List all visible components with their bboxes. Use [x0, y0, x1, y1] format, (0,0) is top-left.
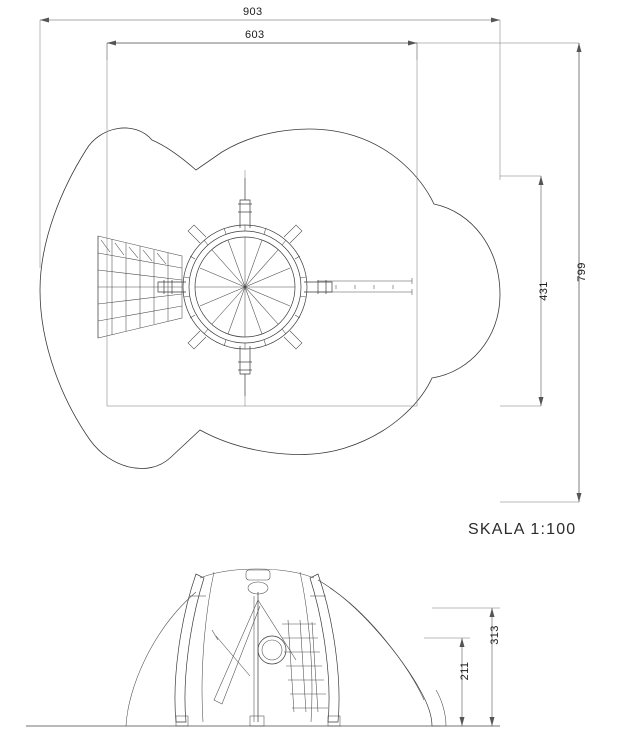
dim-label-overall-height: 799 — [576, 262, 588, 282]
dim-label-overall-width: 903 — [243, 6, 263, 18]
plan-view-group — [40, 18, 582, 503]
dim-603 — [107, 41, 417, 61]
dim-label-total-height: 313 — [489, 625, 501, 645]
elevation-view-group — [26, 569, 500, 726]
dim-label-inner-height: 431 — [538, 281, 550, 301]
scale-note: SKALA 1:100 — [468, 521, 577, 538]
elevation-net — [282, 620, 328, 712]
dim-label-inner-width: 603 — [245, 29, 265, 41]
dim-label-platform-height: 211 — [459, 661, 471, 681]
safety-zone-outline — [40, 128, 500, 469]
